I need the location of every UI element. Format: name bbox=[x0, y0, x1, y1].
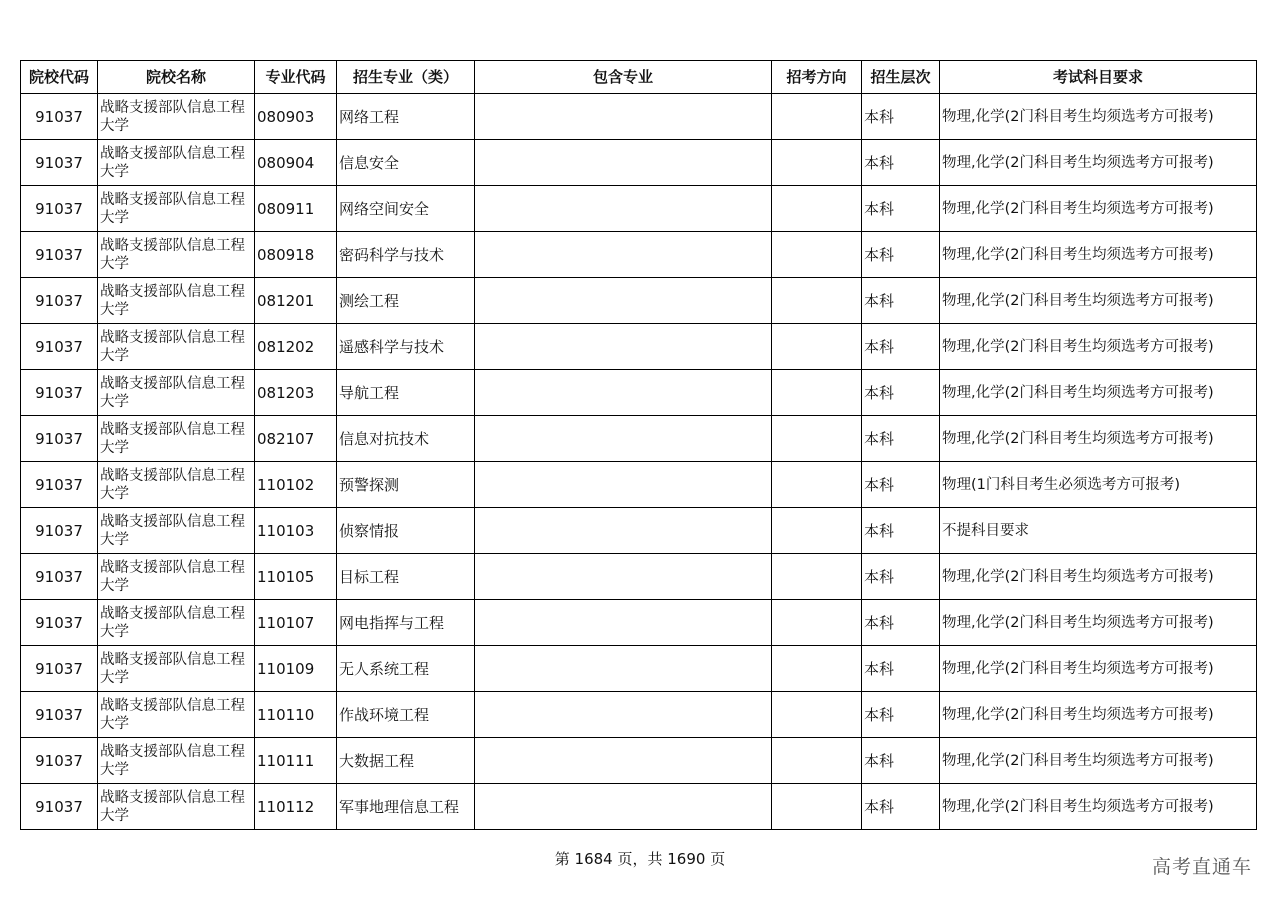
major-code-cell: 080918 bbox=[255, 232, 337, 278]
included-majors-cell bbox=[475, 508, 772, 554]
major-cell: 无人系统工程 bbox=[337, 646, 475, 692]
school-name-cell: 战略支援部队信息工程大学 bbox=[98, 692, 255, 738]
major-code-cell: 110105 bbox=[255, 554, 337, 600]
requirement-cell: 物理(1门科目考生必须选考方可报考) bbox=[940, 462, 1257, 508]
school-name-cell: 战略支援部队信息工程大学 bbox=[98, 738, 255, 784]
requirement-cell: 物理,化学(2门科目考生均须选考方可报考) bbox=[940, 738, 1257, 784]
level-cell: 本科 bbox=[862, 324, 940, 370]
school-name-cell: 战略支援部队信息工程大学 bbox=[98, 324, 255, 370]
major-code-cell: 080904 bbox=[255, 140, 337, 186]
header-school-code: 院校代码 bbox=[21, 61, 98, 94]
school-name-cell: 战略支援部队信息工程大学 bbox=[98, 94, 255, 140]
direction-cell bbox=[772, 508, 862, 554]
included-majors-cell bbox=[475, 646, 772, 692]
table-row bbox=[21, 600, 1257, 646]
major-code-cell: 110109 bbox=[255, 646, 337, 692]
included-majors-cell bbox=[475, 278, 772, 324]
major-code-cell: 081201 bbox=[255, 278, 337, 324]
included-majors-cell bbox=[475, 140, 772, 186]
school-code-cell: 91037 bbox=[21, 784, 98, 830]
included-majors-cell bbox=[475, 692, 772, 738]
major-cell: 预警探测 bbox=[337, 462, 475, 508]
requirement-cell: 物理,化学(2门科目考生均须选考方可报考) bbox=[940, 646, 1257, 692]
requirement-cell: 物理,化学(2门科目考生均须选考方可报考) bbox=[940, 186, 1257, 232]
major-code-cell: 081203 bbox=[255, 370, 337, 416]
level-cell: 本科 bbox=[862, 508, 940, 554]
header-major: 招生专业（类） bbox=[337, 61, 475, 94]
school-code-cell: 91037 bbox=[21, 370, 98, 416]
requirement-cell: 物理,化学(2门科目考生均须选考方可报考) bbox=[940, 416, 1257, 462]
major-code-cell: 110102 bbox=[255, 462, 337, 508]
table-row bbox=[21, 232, 1257, 278]
major-cell: 测绘工程 bbox=[337, 278, 475, 324]
school-code-cell: 91037 bbox=[21, 508, 98, 554]
header-included-majors: 包含专业 bbox=[475, 61, 772, 94]
requirement-cell: 物理,化学(2门科目考生均须选考方可报考) bbox=[940, 278, 1257, 324]
direction-cell bbox=[772, 738, 862, 784]
direction-cell bbox=[772, 554, 862, 600]
major-code-cell: 110111 bbox=[255, 738, 337, 784]
included-majors-cell bbox=[475, 186, 772, 232]
level-cell: 本科 bbox=[862, 416, 940, 462]
major-code-cell: 110112 bbox=[255, 784, 337, 830]
school-code-cell: 91037 bbox=[21, 278, 98, 324]
table-row bbox=[21, 508, 1257, 554]
requirement-cell: 物理,化学(2门科目考生均须选考方可报考) bbox=[940, 324, 1257, 370]
level-cell: 本科 bbox=[862, 370, 940, 416]
page-number: 第 1684 页，共 1690 页 bbox=[554, 850, 726, 868]
direction-cell bbox=[772, 370, 862, 416]
level-cell: 本科 bbox=[862, 784, 940, 830]
table-row bbox=[21, 186, 1257, 232]
included-majors-cell bbox=[475, 554, 772, 600]
school-code-cell: 91037 bbox=[21, 692, 98, 738]
major-code-cell: 110103 bbox=[255, 508, 337, 554]
table-row bbox=[21, 646, 1257, 692]
requirement-cell: 物理,化学(2门科目考生均须选考方可报考) bbox=[940, 784, 1257, 830]
direction-cell bbox=[772, 462, 862, 508]
direction-cell bbox=[772, 232, 862, 278]
table-row bbox=[21, 94, 1257, 140]
direction-cell bbox=[772, 324, 862, 370]
school-code-cell: 91037 bbox=[21, 94, 98, 140]
direction-cell bbox=[772, 646, 862, 692]
included-majors-cell bbox=[475, 324, 772, 370]
included-majors-cell bbox=[475, 370, 772, 416]
school-name-cell: 战略支援部队信息工程大学 bbox=[98, 370, 255, 416]
requirement-cell: 物理,化学(2门科目考生均须选考方可报考) bbox=[940, 370, 1257, 416]
requirement-cell: 物理,化学(2门科目考生均须选考方可报考) bbox=[940, 600, 1257, 646]
requirement-cell: 物理,化学(2门科目考生均须选考方可报考) bbox=[940, 232, 1257, 278]
included-majors-cell bbox=[475, 600, 772, 646]
school-name-cell: 战略支援部队信息工程大学 bbox=[98, 784, 255, 830]
school-name-cell: 战略支援部队信息工程大学 bbox=[98, 186, 255, 232]
level-cell: 本科 bbox=[862, 600, 940, 646]
table-row bbox=[21, 140, 1257, 186]
direction-cell bbox=[772, 278, 862, 324]
major-cell: 目标工程 bbox=[337, 554, 475, 600]
major-cell: 信息安全 bbox=[337, 140, 475, 186]
school-name-cell: 战略支援部队信息工程大学 bbox=[98, 554, 255, 600]
major-cell: 作战环境工程 bbox=[337, 692, 475, 738]
direction-cell bbox=[772, 784, 862, 830]
requirement-cell: 物理,化学(2门科目考生均须选考方可报考) bbox=[940, 692, 1257, 738]
table-row bbox=[21, 738, 1257, 784]
major-code-cell: 081202 bbox=[255, 324, 337, 370]
level-cell: 本科 bbox=[862, 692, 940, 738]
watermark-logo: 高考直通车 bbox=[1151, 856, 1252, 878]
included-majors-cell bbox=[475, 416, 772, 462]
header-requirement: 考试科目要求 bbox=[940, 61, 1257, 94]
school-name-cell: 战略支援部队信息工程大学 bbox=[98, 508, 255, 554]
table-header-row bbox=[21, 61, 1257, 94]
level-cell: 本科 bbox=[862, 186, 940, 232]
school-name-cell: 战略支援部队信息工程大学 bbox=[98, 462, 255, 508]
school-code-cell: 91037 bbox=[21, 554, 98, 600]
school-code-cell: 91037 bbox=[21, 140, 98, 186]
header-school-name: 院校名称 bbox=[98, 61, 255, 94]
major-cell: 信息对抗技术 bbox=[337, 416, 475, 462]
major-code-cell: 080911 bbox=[255, 186, 337, 232]
table-row bbox=[21, 692, 1257, 738]
level-cell: 本科 bbox=[862, 232, 940, 278]
major-cell: 网电指挥与工程 bbox=[337, 600, 475, 646]
requirement-cell: 物理,化学(2门科目考生均须选考方可报考) bbox=[940, 94, 1257, 140]
direction-cell bbox=[772, 692, 862, 738]
major-code-cell: 110107 bbox=[255, 600, 337, 646]
header-level: 招生层次 bbox=[862, 61, 940, 94]
school-code-cell: 91037 bbox=[21, 232, 98, 278]
requirement-cell: 物理,化学(2门科目考生均须选考方可报考) bbox=[940, 554, 1257, 600]
level-cell: 本科 bbox=[862, 554, 940, 600]
header-direction: 招考方向 bbox=[772, 61, 862, 94]
major-code-cell: 110110 bbox=[255, 692, 337, 738]
major-code-cell: 082107 bbox=[255, 416, 337, 462]
table-row bbox=[21, 370, 1257, 416]
included-majors-cell bbox=[475, 738, 772, 784]
requirement-cell: 不提科目要求 bbox=[940, 508, 1257, 554]
school-name-cell: 战略支援部队信息工程大学 bbox=[98, 416, 255, 462]
requirement-cell: 物理,化学(2门科目考生均须选考方可报考) bbox=[940, 140, 1257, 186]
school-name-cell: 战略支援部队信息工程大学 bbox=[98, 232, 255, 278]
included-majors-cell bbox=[475, 232, 772, 278]
major-cell: 大数据工程 bbox=[337, 738, 475, 784]
level-cell: 本科 bbox=[862, 646, 940, 692]
level-cell: 本科 bbox=[862, 140, 940, 186]
school-code-cell: 91037 bbox=[21, 324, 98, 370]
header-major-code: 专业代码 bbox=[255, 61, 337, 94]
table-row bbox=[21, 416, 1257, 462]
major-cell: 侦察情报 bbox=[337, 508, 475, 554]
school-code-cell: 91037 bbox=[21, 646, 98, 692]
major-cell: 导航工程 bbox=[337, 370, 475, 416]
admission-table bbox=[20, 60, 1257, 830]
direction-cell bbox=[772, 600, 862, 646]
school-name-cell: 战略支援部队信息工程大学 bbox=[98, 646, 255, 692]
school-name-cell: 战略支援部队信息工程大学 bbox=[98, 600, 255, 646]
table-row bbox=[21, 324, 1257, 370]
level-cell: 本科 bbox=[862, 462, 940, 508]
school-name-cell: 战略支援部队信息工程大学 bbox=[98, 140, 255, 186]
direction-cell bbox=[772, 416, 862, 462]
major-cell: 网络空间安全 bbox=[337, 186, 475, 232]
major-cell: 密码科学与技术 bbox=[337, 232, 475, 278]
level-cell: 本科 bbox=[862, 278, 940, 324]
major-cell: 军事地理信息工程 bbox=[337, 784, 475, 830]
school-code-cell: 91037 bbox=[21, 738, 98, 784]
school-code-cell: 91037 bbox=[21, 600, 98, 646]
direction-cell bbox=[772, 94, 862, 140]
level-cell: 本科 bbox=[862, 94, 940, 140]
table-row bbox=[21, 278, 1257, 324]
major-cell: 网络工程 bbox=[337, 94, 475, 140]
major-cell: 遥感科学与技术 bbox=[337, 324, 475, 370]
table-row bbox=[21, 784, 1257, 830]
included-majors-cell bbox=[475, 94, 772, 140]
table-row bbox=[21, 462, 1257, 508]
table-row bbox=[21, 554, 1257, 600]
level-cell: 本科 bbox=[862, 738, 940, 784]
included-majors-cell bbox=[475, 462, 772, 508]
direction-cell bbox=[772, 186, 862, 232]
direction-cell bbox=[772, 140, 862, 186]
school-code-cell: 91037 bbox=[21, 462, 98, 508]
included-majors-cell bbox=[475, 784, 772, 830]
school-code-cell: 91037 bbox=[21, 186, 98, 232]
major-code-cell: 080903 bbox=[255, 94, 337, 140]
school-code-cell: 91037 bbox=[21, 416, 98, 462]
school-name-cell: 战略支援部队信息工程大学 bbox=[98, 278, 255, 324]
